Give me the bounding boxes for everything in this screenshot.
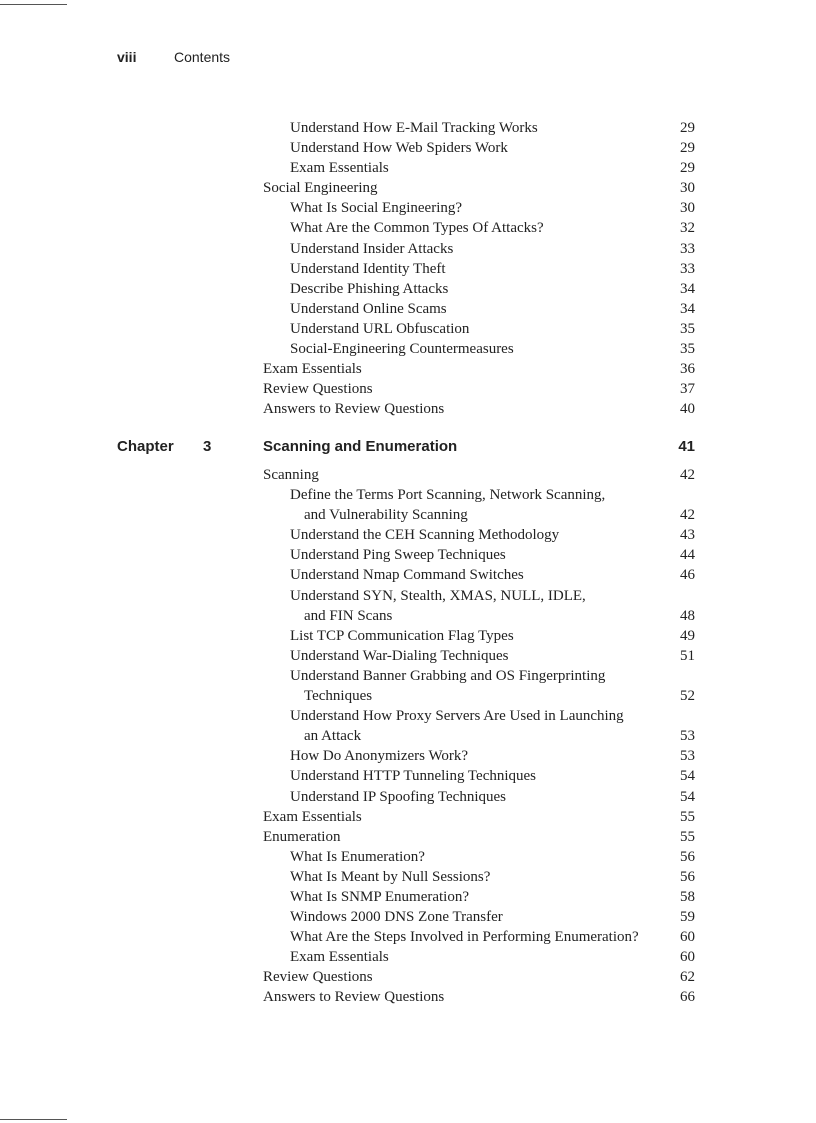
- toc-entry-page: 52: [680, 688, 695, 705]
- toc-section-chapter-2: [263, 118, 695, 419]
- toc-entry[interactable]: [263, 847, 695, 867]
- toc-entry[interactable]: [263, 586, 695, 606]
- toc-entry[interactable]: [263, 766, 695, 786]
- toc-entry-title: Exam Essentials: [263, 361, 362, 378]
- toc-entry-page: 35: [680, 320, 695, 337]
- toc-entry[interactable]: [263, 606, 695, 626]
- toc-entry[interactable]: [263, 319, 695, 339]
- toc-entry[interactable]: [263, 967, 695, 987]
- toc-entry-title: Understand IP Spoofing Techniques: [290, 788, 507, 805]
- toc-entry[interactable]: [263, 399, 695, 419]
- toc-entry[interactable]: [263, 626, 695, 646]
- toc-entry-page: 56: [680, 868, 695, 885]
- toc-entry-title: What Are the Steps Involved in Performing Enumeration?: [290, 929, 639, 946]
- toc-entry[interactable]: [263, 545, 695, 565]
- toc-entry-page: 66: [680, 989, 695, 1006]
- toc-entry-page: 60: [680, 929, 695, 946]
- toc-entry-page: 62: [680, 969, 695, 986]
- toc-entry-title: How Do Anonymizers Work?: [290, 748, 469, 765]
- chapter-label: Chapter: [117, 438, 174, 455]
- toc-entry-page: 30: [680, 200, 695, 217]
- toc-entry-page: 36: [680, 361, 695, 378]
- chapter-number: 3: [203, 438, 212, 455]
- toc-entry-title: Answers to Review Questions: [263, 989, 445, 1006]
- toc-entry-title: Windows 2000 DNS Zone Transfer: [290, 909, 503, 926]
- toc-entry-page: 34: [680, 280, 695, 297]
- toc-entry-title: Understand Banner Grabbing and OS Fingerprinting: [290, 667, 606, 684]
- toc-entry-page: 43: [680, 527, 695, 544]
- toc-entry[interactable]: [263, 218, 695, 238]
- toc-entry-title: Understand SYN, Stealth, XMAS, NULL, IDLE,: [290, 587, 586, 604]
- toc-entry-title: Review Questions: [263, 381, 373, 398]
- toc-entry-title: What Is SNMP Enumeration?: [290, 888, 469, 905]
- toc-entry-title: Enumeration: [263, 828, 341, 845]
- toc-entry-page: 33: [680, 260, 695, 277]
- toc-entry-page: 37: [680, 381, 695, 398]
- toc-entry[interactable]: [263, 827, 695, 847]
- crop-mark-top: [0, 4, 67, 5]
- toc-entry-title: and Vulnerability Scanning: [304, 507, 468, 524]
- toc-entry[interactable]: [263, 299, 695, 319]
- toc-entry-title: Understand the CEH Scanning Methodology: [290, 527, 560, 544]
- toc-entry-title: What Are the Common Types Of Attacks?: [290, 220, 544, 237]
- toc-entry-page: 40: [680, 401, 695, 418]
- toc-entry-page: 29: [680, 120, 695, 136]
- toc-entry-page: 42: [680, 507, 695, 524]
- toc-entry-title: Understand Insider Attacks: [290, 240, 454, 257]
- toc-entry-page: 59: [680, 909, 695, 926]
- running-title: Contents: [174, 49, 231, 65]
- toc-entry-page: 30: [680, 180, 695, 197]
- toc-entry-title: Understand Online Scams: [290, 300, 447, 317]
- toc-entry-title: Understand Nmap Command Switches: [290, 567, 524, 584]
- toc-entry[interactable]: [263, 359, 695, 379]
- toc-entry[interactable]: [263, 178, 695, 198]
- toc-entry-title: Understand HTTP Tunneling Techniques: [290, 768, 537, 785]
- toc-entry[interactable]: [263, 666, 695, 686]
- toc-entry-page: 44: [680, 547, 695, 564]
- toc-entry[interactable]: [263, 485, 695, 505]
- toc-entry[interactable]: [263, 339, 695, 359]
- toc-entry[interactable]: [263, 259, 695, 279]
- toc-entry-title: Describe Phishing Attacks: [290, 280, 449, 297]
- toc-entry[interactable]: [263, 686, 695, 706]
- toc-entry-title: Exam Essentials: [290, 949, 389, 966]
- toc-entry-page: 54: [680, 788, 695, 805]
- toc-entry-page: 53: [680, 728, 695, 745]
- toc-entry[interactable]: [263, 158, 695, 178]
- toc-entry[interactable]: [263, 646, 695, 666]
- toc-entry-page: 42: [680, 467, 695, 483]
- toc-entry[interactable]: [263, 887, 695, 907]
- toc-entry-page: 58: [680, 888, 695, 905]
- toc-entry-page: 53: [680, 748, 695, 765]
- toc-entry-title: Social Engineering: [263, 180, 378, 197]
- toc-entry-title: Answers to Review Questions: [263, 401, 445, 418]
- toc-entry-title: Exam Essentials: [290, 160, 389, 177]
- toc-section-chapter-3: [263, 465, 695, 1008]
- toc-entry[interactable]: [263, 987, 695, 1007]
- chapter-heading[interactable]: [117, 437, 695, 457]
- toc-entry-page: 46: [680, 567, 695, 584]
- toc-entry-page: 55: [680, 808, 695, 825]
- crop-mark-bottom: [0, 1119, 67, 1120]
- toc-entry-title: Understand How Proxy Servers Are Used in Launching: [290, 708, 624, 725]
- toc-entry-title: Define the Terms Port Scanning, Network Scanning,: [290, 487, 606, 504]
- toc-entry-page: 33: [680, 240, 695, 257]
- toc-entry-title: Understand How Web Spiders Work: [290, 140, 508, 157]
- toc-entry[interactable]: [263, 565, 695, 585]
- toc-entry-title: Techniques: [304, 688, 373, 705]
- toc-entry-page: 34: [680, 300, 695, 317]
- chapter-title: Scanning and Enumeration: [263, 438, 458, 455]
- page-folio: viii: [117, 49, 137, 65]
- toc-entry-title: and FIN Scans: [304, 607, 393, 624]
- toc-entry[interactable]: [263, 239, 695, 259]
- toc-entry-page: 60: [680, 949, 695, 966]
- toc-entry[interactable]: [263, 279, 695, 299]
- toc-entry-page: 51: [680, 647, 695, 664]
- toc-entry[interactable]: [263, 118, 695, 138]
- toc-entry-title: Review Questions: [263, 969, 373, 986]
- toc-entry[interactable]: [263, 525, 695, 545]
- toc-entry[interactable]: [263, 138, 695, 158]
- chapter-page: 41: [678, 438, 695, 455]
- toc-entry[interactable]: [263, 907, 695, 927]
- toc-entry[interactable]: [263, 927, 695, 947]
- toc-entry[interactable]: [263, 726, 695, 746]
- toc-entry-title: Understand URL Obfuscation: [290, 320, 470, 337]
- toc-entry-page: 32: [680, 220, 695, 237]
- toc-entry[interactable]: [263, 807, 695, 827]
- toc-entry[interactable]: [263, 947, 695, 967]
- toc-entry-title: an Attack: [304, 728, 362, 745]
- toc-entry[interactable]: [263, 379, 695, 399]
- toc-entry-title: Social-Engineering Countermeasures: [290, 341, 514, 358]
- toc-entry-page: 55: [680, 828, 695, 845]
- toc-entry-title: List TCP Communication Flag Types: [290, 627, 514, 644]
- toc-entry[interactable]: [263, 787, 695, 807]
- toc-entry-title: What Is Enumeration?: [290, 848, 425, 865]
- toc-entry-title: Understand Ping Sweep Techniques: [290, 547, 506, 564]
- toc-entry[interactable]: [263, 465, 695, 485]
- toc-entry-title: What Is Meant by Null Sessions?: [290, 868, 491, 885]
- toc-entry-title: What Is Social Engineering?: [290, 200, 463, 217]
- toc-entry[interactable]: [263, 706, 695, 726]
- toc-entry-title: Exam Essentials: [263, 808, 362, 825]
- running-header: [117, 49, 230, 65]
- toc-entry-title: Scanning: [263, 467, 319, 483]
- toc-entry-title: Understand Identity Theft: [290, 260, 446, 277]
- toc-entry[interactable]: [263, 867, 695, 887]
- toc-entry[interactable]: [263, 198, 695, 218]
- toc-entry-page: 56: [680, 848, 695, 865]
- toc-entry-page: 29: [680, 160, 695, 177]
- toc-entry-page: 29: [680, 140, 695, 157]
- toc-entry-page: 48: [680, 607, 695, 624]
- toc-entry[interactable]: [263, 746, 695, 766]
- toc-entry-title: Understand War-Dialing Techniques: [290, 647, 509, 664]
- toc-entry-title: Understand How E-Mail Tracking Works: [290, 120, 538, 136]
- toc-entry-page: 35: [680, 341, 695, 358]
- toc-entry[interactable]: [263, 505, 695, 525]
- toc-entry-page: 49: [680, 627, 695, 644]
- toc-entry-page: 54: [680, 768, 695, 785]
